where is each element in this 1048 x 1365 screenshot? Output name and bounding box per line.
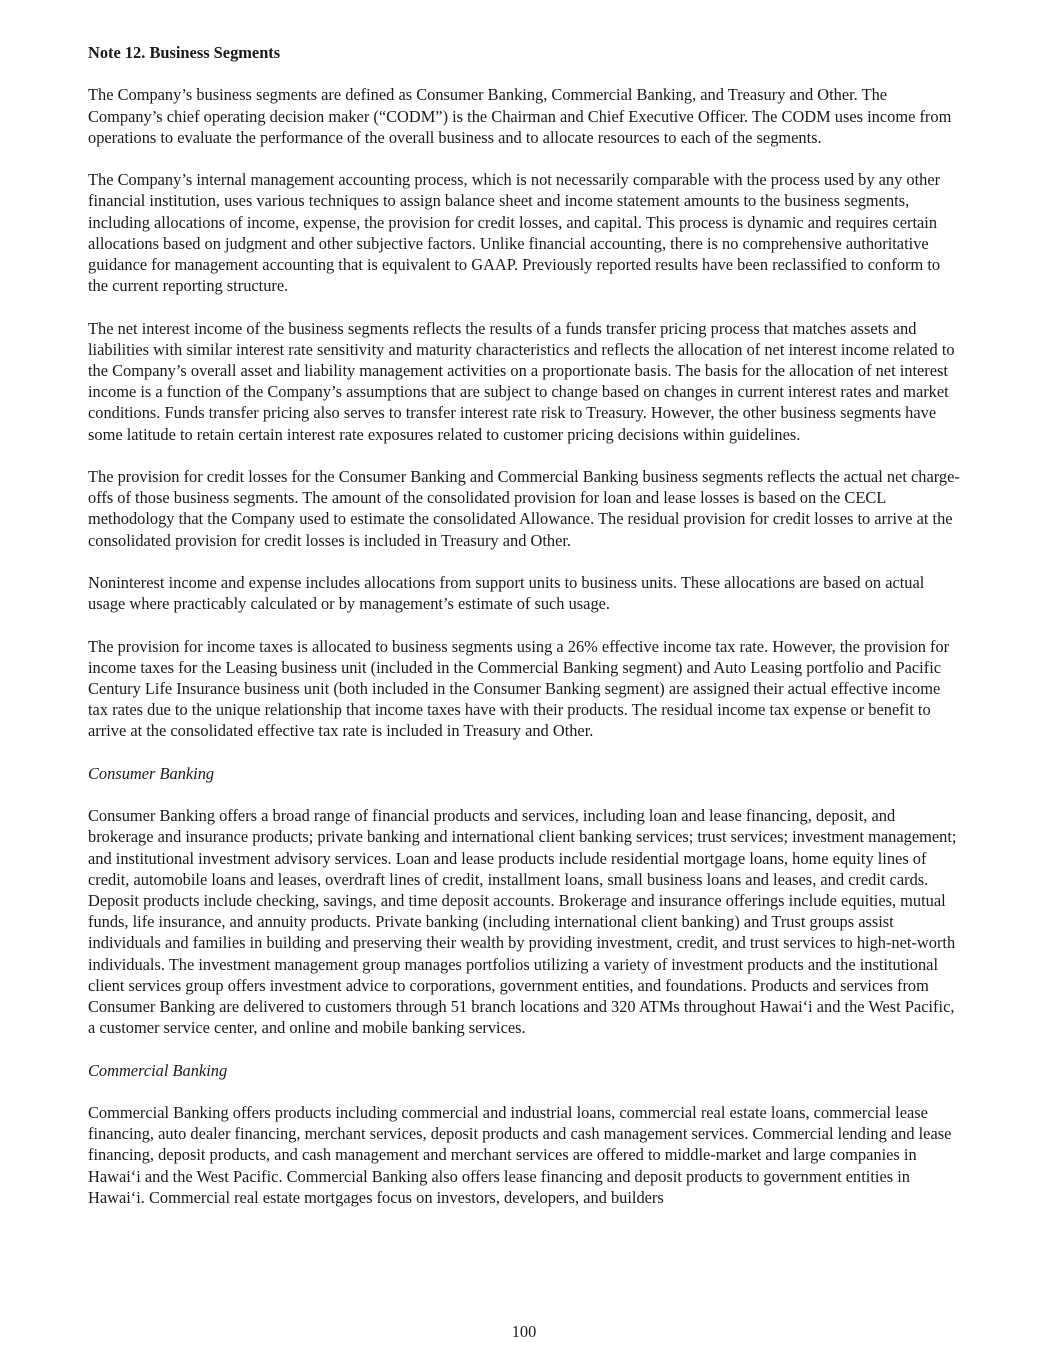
page-number: 100 [511,1322,537,1341]
paragraph-noninterest: Noninterest income and expense includes allocations from support units to business units. These allocations are based on actual usage where practicably calculated or by management’s estimate of such usage. [88,573,925,614]
paragraph-management-accounting: The Company’s internal management accounting process, which is not necessarily comparable with the process used by any other financial institution, uses various techniques to assign balance sheet and income statement amounts to the business segments, including allocations of income, expense, the provision for credit losses, and capital. This process is dynamic and requires certain allocations based on judgment and other subjective factors. Unlike financial accounting, there is no comprehensive authoritative guidance for management accounting that is equivalent to GAAP. Previously reported results have been reclassified to conform to the current reporting structure. [88,170,941,296]
paragraph-commercial-banking: Commercial Banking offers products including commercial and industrial loans, commercial real estate loans, commercial lease financing, auto dealer financing, merchant services, deposit products and cash management services. Commercial lending and lease financing, deposit products, and cash management and merchant services are offered to middle-market and large companies in Hawai‘i and the West Pacific. Commercial Banking also offers lease financing and deposit products to government entities in Hawai‘i. Commercial real estate mortgages focus on investors, developers, and builders [88,1103,952,1207]
paragraph-segments-definition: The Company’s business segments are defined as Consumer Banking, Commercial Banking, and Treasury and Other. The Company’s chief operating decision maker (“CODM”) is the Chairman and Chief Executive Officer. The CODM uses income from operations to evaluate the performance of the overall business and to allocate resources to each of the segments. [88,85,952,147]
paragraph-net-interest-income: The net interest income of the business segments reflects the results of a funds transfer pricing process that matches assets and liabilities with similar interest rate sensitivity and maturity characteristics and reflects the allocation of net interest income related to the Company’s overall asset and liability management activities on a proportionate basis. The basis for the allocation of net interest income is a function of the Company’s assumptions that are subject to change based on changes in current interest rates and market conditions. Funds transfer pricing also serves to transfer interest rate risk to Treasury. However, the other business segments have some latitude to retain certain interest rate exposures related to customer pricing decisions within guidelines. [88,318,955,444]
subheading-commercial-banking: Commercial Banking [88,1060,228,1080]
subheading-consumer-banking: Consumer Banking [88,763,215,783]
paragraph-income-taxes: The provision for income taxes is allocated to business segments using a 26% effective income tax rate. However, the provision for income taxes for the Leasing business unit (included in the Commercial Banking segment) and Auto Leasing portfolio and Pacific Century Life Insurance business unit (both included in the Consumer Banking segment) are assigned their actual effective income tax rates due to the unique relationship that income taxes have with their products. The residual income tax expense or benefit to arrive at the consolidated effective tax rate is included in Treasury and Other. [88,636,950,741]
document-body [88,42,964,1229]
paragraph-credit-losses: The provision for credit losses for the Consumer Banking and Commercial Banking business segments reflects the actual net charge-offs of those business segments. The amount of the consolidated provision for loan and lease losses is based on the CECL methodology that the Company used to estimate the consolidated Allowance. The residual provision for credit losses to arrive at the consolidated provision for credit losses is included in Treasury and Other. [88,467,960,550]
paragraph-consumer-banking: Consumer Banking offers a broad range of financial products and services, including loan and lease financing, deposit, and brokerage and insurance products; private banking and international client banking services; trust services; investment management; and institutional investment advisory services. Loan and lease products include residential mortgage loans, home equity lines of credit, automobile loans and leases, overdraft lines of credit, installment loans, small business loans and leases, and credit cards. Deposit products include checking, savings, and time deposit accounts. Brokerage and insurance offerings include equities, mutual funds, life insurance, and annuity products. Private banking (including international client banking) and Trust groups assist individuals and families in building and preserving their wealth by providing investment, credit, and trust services to high-net-worth individuals. The investment management group manages portfolios utilizing a variety of investment products and the institutional client services group offers investment advice to corporations, government entities, and foundations. Products and services from Consumer Banking are delivered to customers through 51 branch locations and 320 ATMs throughout Hawai‘i and the West Pacific, a customer service center, and online and mobile banking services. [88,806,957,1038]
section-title: Note 12. Business Segments [88,43,281,62]
